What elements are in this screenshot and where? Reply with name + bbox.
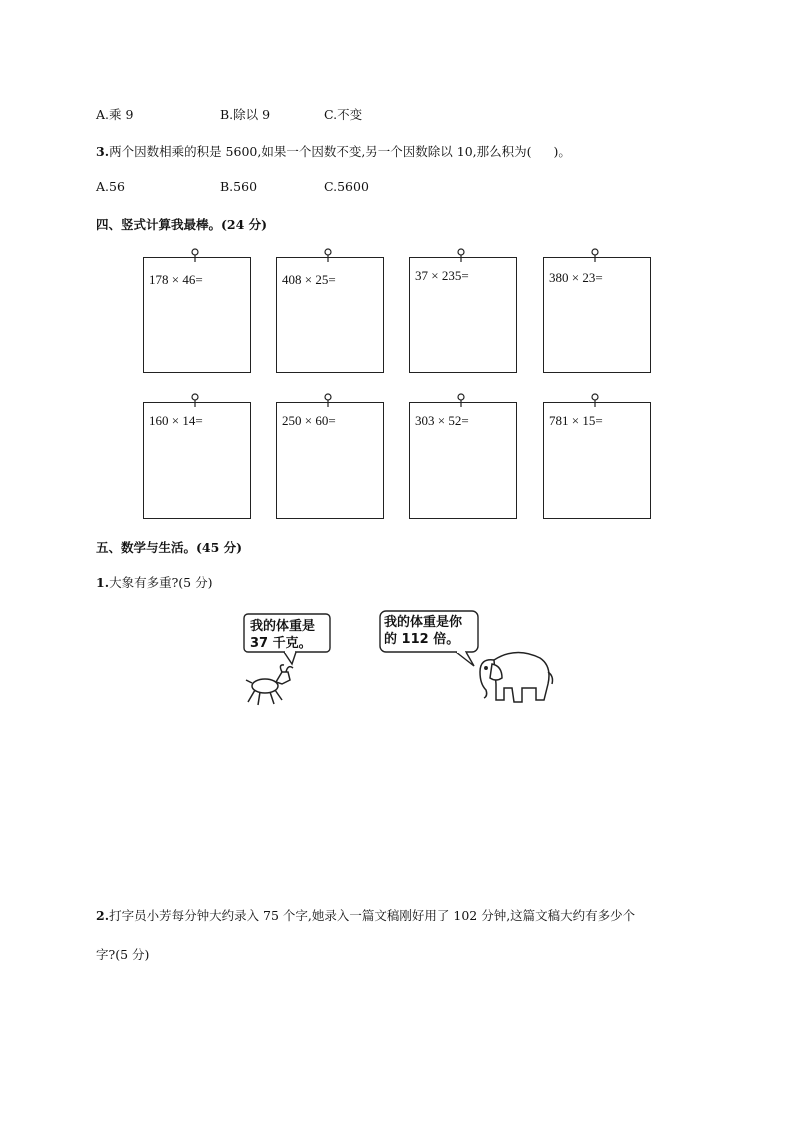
calc-card[interactable]: [409, 257, 517, 373]
calc-expression: 408 × 25=: [282, 272, 336, 287]
elephant-speech-line1: 我的体重是你: [384, 615, 463, 630]
question-3: [96, 142, 571, 160]
calc-expression: 37 × 235=: [415, 268, 469, 283]
calc-expression: 160 × 14=: [149, 413, 203, 428]
calc-expression: 303 × 52=: [415, 413, 469, 428]
answer-area[interactable]: [96, 975, 696, 1095]
option-a: A.56: [96, 179, 125, 194]
calc-expression: 250 × 60=: [282, 413, 336, 428]
calc-card[interactable]: [543, 402, 651, 519]
question-number: 1.: [96, 575, 110, 590]
pin-icon: [588, 248, 602, 262]
question-number: 3.: [96, 144, 110, 159]
calc-card[interactable]: [276, 257, 384, 373]
answer-area[interactable]: [96, 720, 696, 890]
calc-card[interactable]: [543, 257, 651, 373]
calc-card[interactable]: [143, 402, 251, 519]
question-1: [96, 573, 212, 591]
option-c: C.不变: [324, 107, 363, 122]
pin-icon: [588, 393, 602, 407]
calc-card[interactable]: [143, 257, 251, 373]
pin-icon: [321, 393, 335, 407]
option-b: B.560: [220, 179, 258, 194]
question-2: [96, 906, 635, 924]
pin-icon: [321, 248, 335, 262]
calc-card[interactable]: [409, 402, 517, 519]
blank-close: )。: [553, 144, 571, 159]
pin-icon: [188, 393, 202, 407]
section-4-title: 四、竖式计算我最棒。(24 分): [96, 217, 268, 232]
goat-speech-line2: 37 千克。: [250, 636, 312, 651]
pin-icon: [454, 248, 468, 262]
calc-card[interactable]: [276, 402, 384, 519]
question-text: 打字员小芳每分钟大约录入 75 个字,她录入一篇文稿刚好用了 102 分钟,这篇文稿大约有多少个: [109, 908, 636, 923]
calc-expression: 178 × 46=: [149, 272, 203, 287]
goat-speech: [250, 618, 315, 652]
section-5-title: 五、数学与生活。(45 分): [96, 540, 243, 555]
option-a: A.乘 9: [96, 107, 134, 122]
question-text: 两个因数相乘的积是 5600,如果一个因数不变,另一个因数除以 10,那么积为(: [109, 144, 532, 159]
calc-expression: 781 × 15=: [549, 413, 603, 428]
calc-expression: 380 × 23=: [549, 270, 603, 285]
question-2-continued: 字?(5 分): [96, 947, 150, 962]
question-number: 2.: [96, 908, 110, 923]
elephant-speech: [384, 614, 462, 648]
pin-icon: [188, 248, 202, 262]
elephant-speech-line2: 的 112 倍。: [384, 632, 460, 647]
goat-speech-line1: 我的体重是: [250, 619, 316, 634]
option-c: C.5600: [324, 179, 369, 194]
question-text: 大象有多重?(5 分): [109, 575, 213, 590]
pin-icon: [454, 393, 468, 407]
option-b: B.除以 9: [220, 107, 271, 122]
